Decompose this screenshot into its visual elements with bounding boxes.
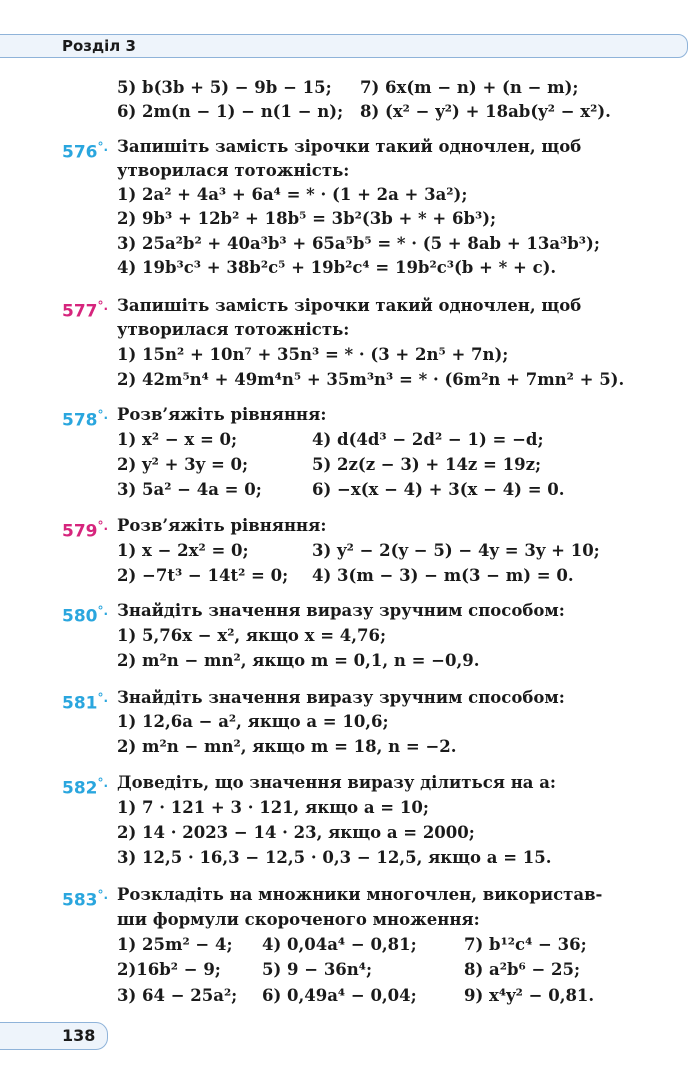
problem-text: Доведіть, що значення виразу ділиться на a: (117, 773, 556, 792)
problem-item: 1) 2a² + 4a³ + 6a⁴ = * · (1 + 2a + 3a²); (117, 185, 468, 204)
problem-text: утворилася тотожність: (117, 320, 350, 339)
problem-item: 4) d(4d³ − 2d² − 1) = −d; (312, 430, 544, 449)
problem-item: 2) 42m⁵n⁴ + 49m⁴n⁵ + 35m³n³ = * · (6m²n + 7mn² + 5). (117, 370, 625, 389)
problem-item: 3) 64 − 25a²; (117, 986, 238, 1005)
problem-item: 2) y² + 3y = 0; (117, 455, 249, 474)
intro-item: 6) 2m(n − 1) − n(1 − n); (117, 102, 344, 121)
problem-number: 579°. (62, 519, 109, 542)
problem-item: 2) 9b³ + 12b² + 18b⁵ = 3b²(3b + * + 6b³); (117, 209, 497, 228)
problem-text: Знайдіть значення виразу зручним способом: (117, 601, 565, 620)
problem-item: 5) 9 − 36n⁴; (262, 960, 373, 979)
problem-item: 4) 3(m − 3) − m(3 − m) = 0. (312, 566, 574, 585)
problem-item: 3) 25a²b² + 40a³b³ + 65a⁵b⁵ = * · (5 + 8ab + 13a³b³); (117, 234, 600, 253)
problem-number: 580°. (62, 604, 109, 627)
problem-item: 4) 0,04a⁴ − 0,81; (262, 935, 417, 954)
problem-text: Запишіть замість зірочки такий одночлен, щоб (117, 296, 582, 315)
problem-item: 2) −7t³ − 14t² = 0; (117, 566, 289, 585)
problem-text: Розв’яжіть рівняння: (117, 405, 327, 424)
problem-number: 582°. (62, 776, 109, 799)
problem-item: 2) m²n − mn², якщо m = 0,1, n = −0,9. (117, 651, 480, 670)
problem-item: 5) 2z(z − 3) + 14z = 19z; (312, 455, 542, 474)
problem-item: 1) 25m² − 4; (117, 935, 233, 954)
problem-item: 1) 15n² + 10n⁷ + 35n³ = * · (3 + 2n⁵ + 7n); (117, 345, 509, 364)
problem-item: 3) y² − 2(y − 5) − 4y = 3y + 10; (312, 541, 600, 560)
problem-number: 578°. (62, 408, 109, 431)
problem-item: 2) 14 · 2023 − 14 · 23, якщо a = 2000; (117, 823, 475, 842)
problem-item: 3) 5a² − 4a = 0; (117, 480, 262, 499)
problem-text: Розв’яжіть рівняння: (117, 516, 327, 535)
problem-item: 8) a²b⁶ − 25; (464, 960, 581, 979)
problem-text: утворилася тотожність: (117, 161, 350, 180)
problem-item: 1) 12,6a − a², якщо a = 10,6; (117, 712, 389, 731)
intro-item: 8) (x² − y²) + 18ab(y² − x²). (360, 102, 611, 121)
problem-text: Розкладіть на множники многочлен, використав- (117, 885, 603, 904)
problem-item: 1) 5,76x − x², якщо x = 4,76; (117, 626, 387, 645)
problem-item: 3) 12,5 · 16,3 − 12,5 · 0,3 − 12,5, якщо a = 15. (117, 848, 552, 867)
problem-item: 6) 0,49a⁴ − 0,04; (262, 986, 417, 1005)
page-number: 138 (62, 1026, 96, 1045)
problem-number: 583°. (62, 888, 109, 911)
problem-item: 1) x² − x = 0; (117, 430, 238, 449)
intro-item: 7) 6x(m − n) + (n − m); (360, 78, 579, 97)
problem-number: 581°. (62, 691, 109, 714)
problem-number: 577°. (62, 299, 109, 322)
intro-item: 5) b(3b + 5) − 9b − 15; (117, 78, 332, 97)
problem-item: 4) 19b³c³ + 38b²c⁵ + 19b²c⁴ = 19b²c³(b + * + c). (117, 258, 557, 277)
problem-item: 1) x − 2x² = 0; (117, 541, 249, 560)
problem-item: 6) −x(x − 4) + 3(x − 4) = 0. (312, 480, 565, 499)
problem-text: Запишіть замість зірочки такий одночлен, щоб (117, 137, 582, 156)
section-title: Розділ 3 (62, 37, 136, 55)
problem-text: ши формули скороченого множення: (117, 910, 480, 929)
problem-item: 9) x⁴y² − 0,81. (464, 986, 595, 1005)
problem-item: 2) m²n − mn², якщо m = 18, n = −2. (117, 737, 457, 756)
problem-item: 1) 7 · 121 + 3 · 121, якщо a = 10; (117, 798, 429, 817)
problem-text: Знайдіть значення виразу зручним способом: (117, 688, 565, 707)
problem-item: 2)16b² − 9; (117, 960, 221, 979)
problem-item: 7) b¹²c⁴ − 36; (464, 935, 587, 954)
problem-number: 576°. (62, 140, 109, 163)
